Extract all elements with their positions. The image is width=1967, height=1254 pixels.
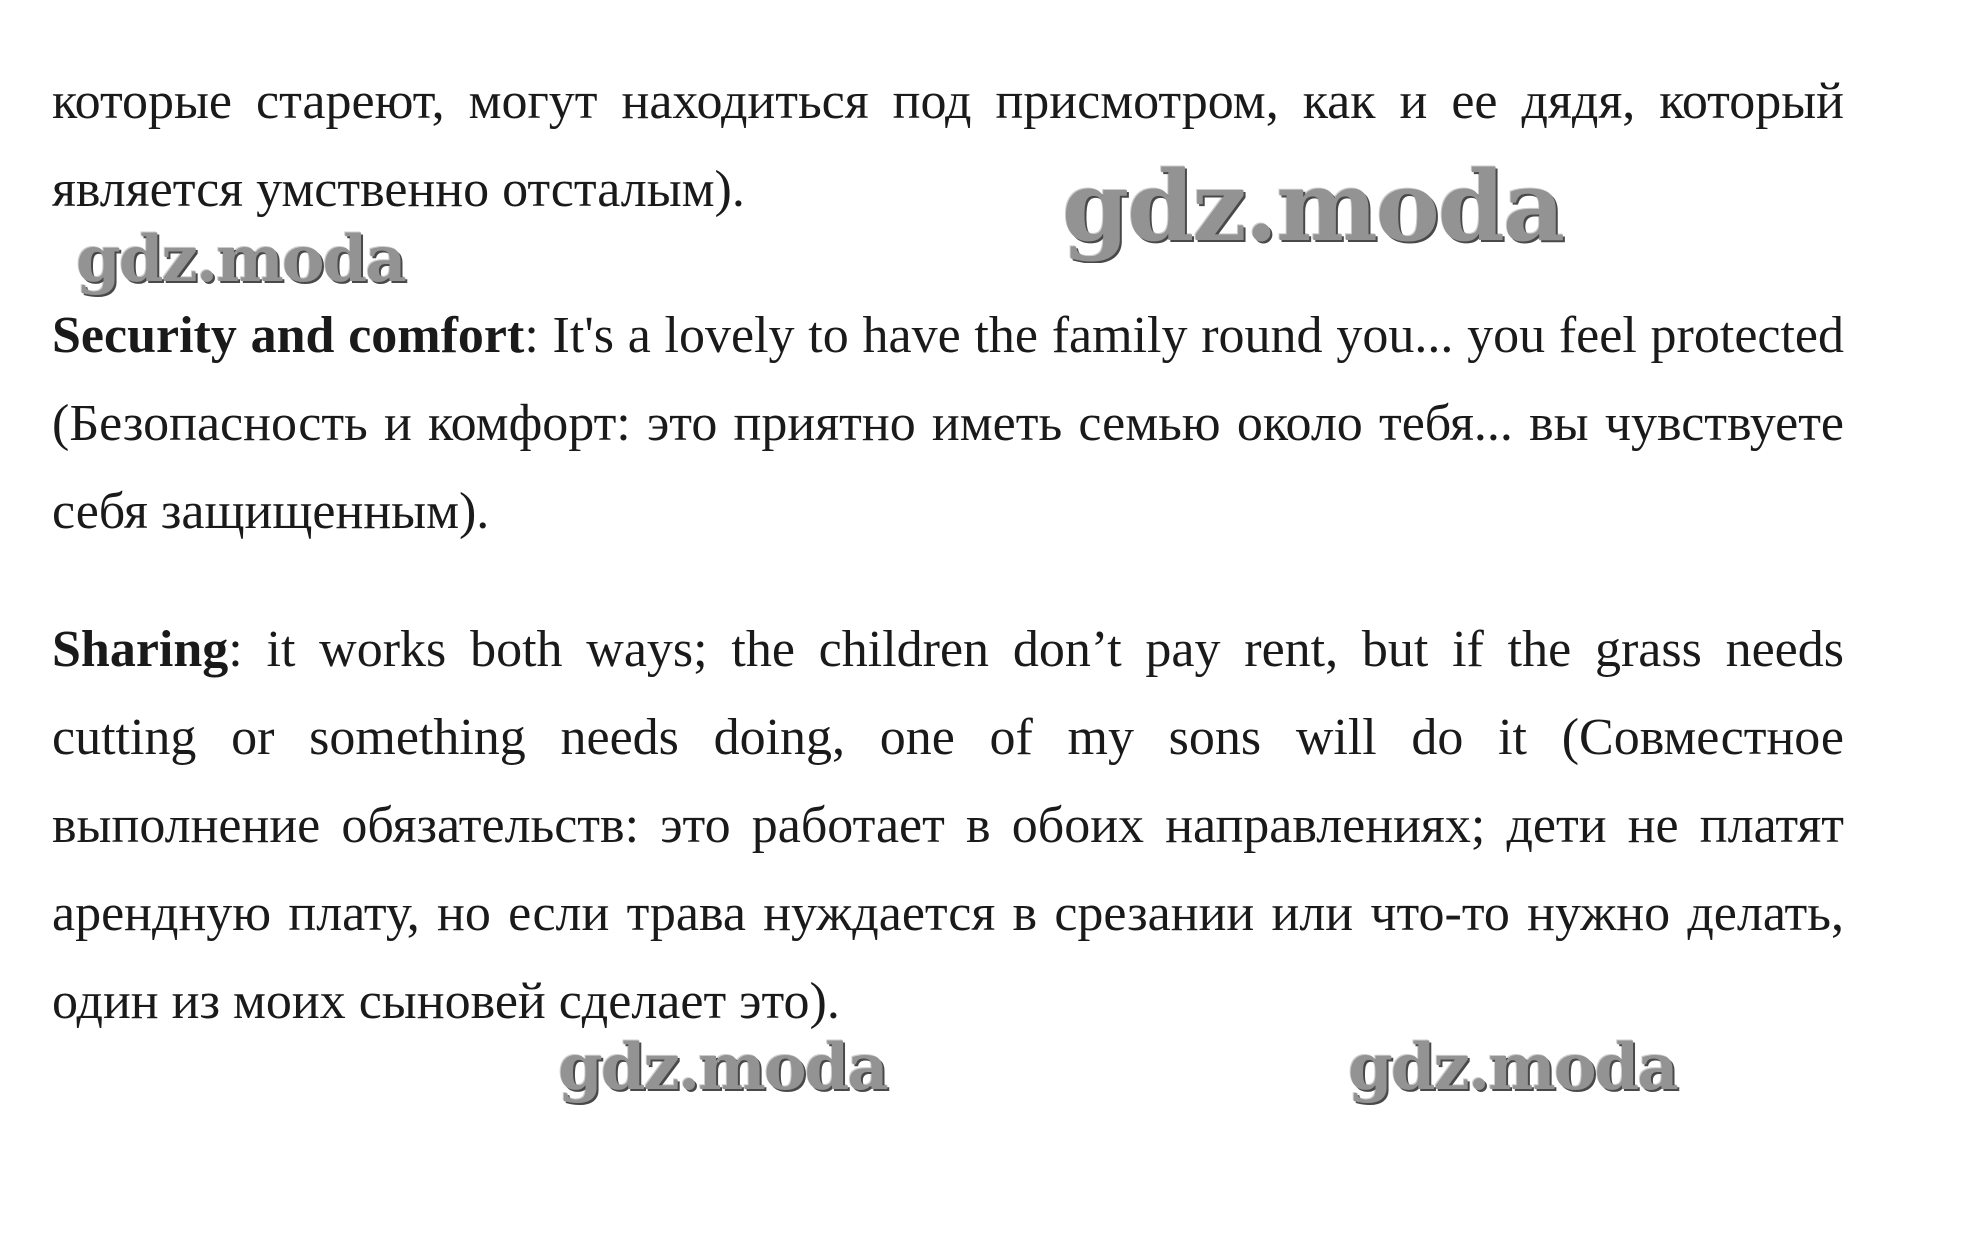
- term-security-comfort: Security and comfort: [52, 307, 525, 364]
- watermark-logo: gdz.moda: [1348, 1030, 1677, 1105]
- document-body: [52, 58, 1844, 1046]
- paragraph-intro: [52, 58, 1844, 234]
- paragraph-sharing: [52, 606, 1844, 1046]
- term-sharing: Sharing: [52, 621, 229, 678]
- paragraph-security-comfort-text: : It's a lovely to have the family round you... you feel protected (Безопасность и комфорт: это приятно иметь семью около тебя... вы чувствуете себя защищенным).: [52, 307, 1845, 540]
- paragraph-intro-text: которые стареют, могут находиться под присмотром, как и ее дядя, который является умственно отсталым).: [52, 73, 1844, 218]
- watermark-logo: gdz.moda: [76, 222, 405, 297]
- spacer: [52, 556, 1844, 606]
- paragraph-security-comfort: [52, 292, 1844, 556]
- paragraph-sharing-text: : it works both ways; the children don’t pay rent, but if the grass needs cutting or something needs doing, one of my sons will do it (Совместное выполнение обязательств: это работает в обоих направлениях; дети не платят арендную плату, но если трава нуждается в срезании или что-то нужно делать, один из моих сыновей сделает это).: [52, 621, 1844, 1030]
- watermark-logo: gdz.moda: [558, 1030, 887, 1105]
- watermark-logo: gdz.moda: [1062, 150, 1564, 263]
